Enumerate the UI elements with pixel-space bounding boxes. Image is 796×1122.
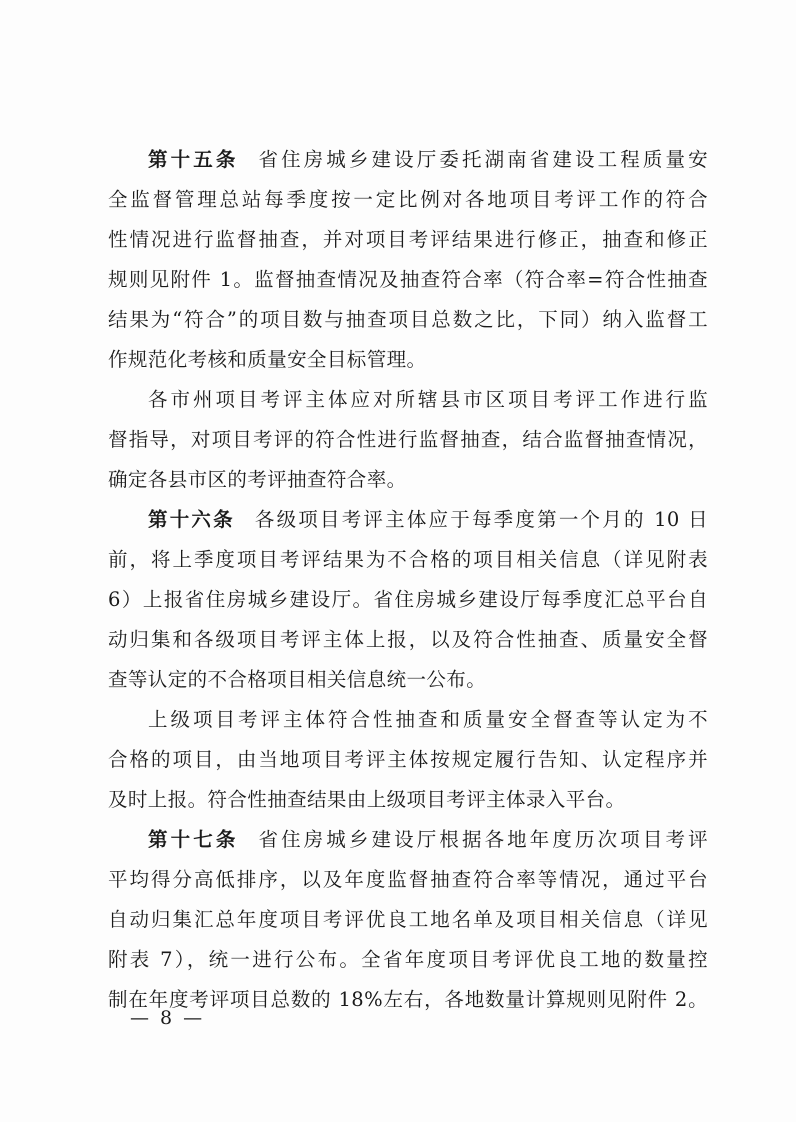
article-15-line-2: 全监督管理总站每季度按一定比例对各地项目考评工作的符合	[108, 188, 708, 211]
article-16-line-4: 动归集和各级项目考评主体上报，以及符合性抽查、质量安全督	[108, 628, 708, 651]
article-17-heading: 第十七条	[148, 828, 239, 851]
article-17-line-1	[108, 820, 708, 860]
article-17-line-2: 平均得分高低排序，以及年度监督抽查符合率等情况，通过平台	[108, 868, 708, 891]
article-16-para2-line-2: 合格的项目，由当地项目考评主体按规定履行告知、认定程序并	[108, 748, 708, 771]
article-15-text: 省住房城乡建设厅委托湖南省建设工程质量安	[258, 148, 708, 171]
article-16-para2-line-1: 上级项目考评主体符合性抽查和质量安全督查等认定为不	[148, 708, 708, 731]
document-body	[108, 140, 708, 1020]
page-number	[120, 1000, 213, 1036]
article-15-para2-line-1: 各市州项目考评主体应对所辖县市区项目考评工作进行监	[148, 388, 708, 411]
article-15-line-4: 规则见附件 1。监督抽查情况及抽查符合率（符合率=符合性抽查	[108, 268, 708, 291]
article-17-text: 省住房城乡建设厅根据各地年度历次项目考评	[258, 828, 708, 851]
article-16-text: 各级项目考评主体应于每季度第一个月的 10 日	[254, 508, 708, 531]
article-15-line-1	[108, 140, 708, 180]
article-15-line-6: 作规范化考核和质量安全目标管理。	[108, 348, 427, 371]
article-15-para2-line-2: 督指导，对项目考评的符合性进行监督抽查，结合监督抽查情况，	[108, 428, 708, 451]
article-17-line-3: 自动归集汇总年度项目考评优良工地名单及项目相关信息（详见	[108, 908, 708, 931]
article-16-line-2: 前，将上季度项目考评结果为不合格的项目相关信息（详见附表	[108, 548, 708, 571]
article-16-line-5: 查等认定的不合格项目相关信息统一公布。	[108, 668, 487, 691]
article-15-line-5: 结果为“符合”的项目数与抽查项目总数之比，下同）纳入监督工	[108, 308, 708, 331]
page-number-dash-right: —	[183, 1007, 204, 1029]
article-16-line-3: 6）上报省住房城乡建设厅。省住房城乡建设厅每季度汇总平台自	[108, 588, 708, 611]
article-16-para2-line-3: 及时上报。符合性抽查结果由上级项目考评主体录入平台。	[108, 788, 626, 811]
article-15-line-3: 性情况进行监督抽查，并对项目考评结果进行修正，抽查和修正	[108, 228, 708, 251]
article-17-line-4: 附表 7），统一进行公布。全省年度项目考评优良工地的数量控	[108, 948, 708, 971]
article-16-heading: 第十六条	[148, 508, 235, 531]
page-number-value: 8	[160, 1007, 174, 1029]
page-number-dash-left: —	[130, 1007, 150, 1029]
article-15-heading: 第十五条	[148, 148, 239, 171]
article-17-line-5: 制在年度考评项目总数的 18%左右，各地数量计算规则见附件 2。	[108, 988, 708, 1011]
article-16-line-1	[108, 500, 708, 540]
article-15-para2-line-3: 确定各县市区的考评抽查符合率。	[108, 468, 407, 491]
